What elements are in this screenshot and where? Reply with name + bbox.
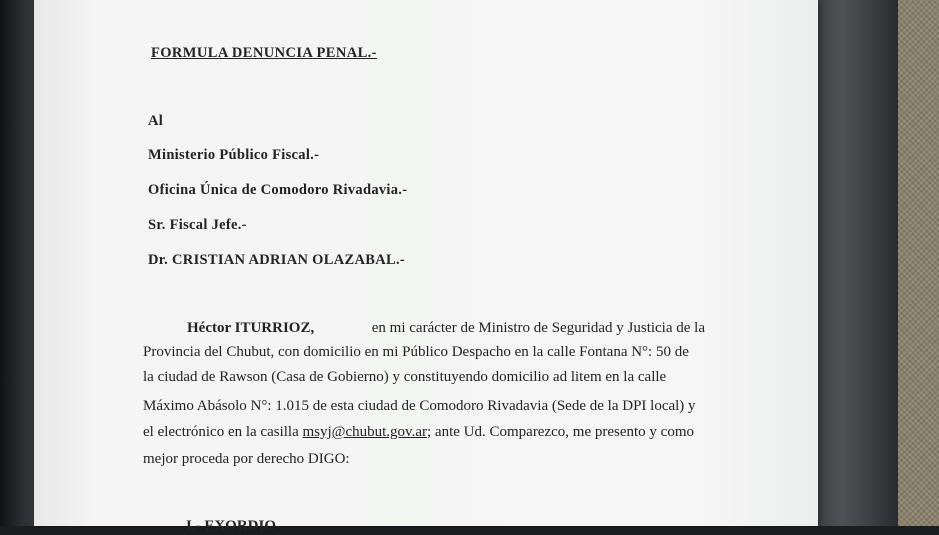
- body-line-5-pre: el electrónico en la casilla: [143, 424, 299, 440]
- body-line-1-text: en mi carácter de Ministro de Seguridad y Justicia de la: [371, 320, 705, 336]
- body-line-4-text: Máximo Abásolo N°: 1.015 de esta ciudad de Comodoro Rivadavia (Sede de la DPI local) y: [143, 398, 696, 414]
- body-line-3: [143, 369, 666, 386]
- body-line-5-post: ; ante Ud. Comparezco, me presento y como: [427, 424, 694, 440]
- tabletop-background: [895, 0, 939, 526]
- body-line-6-text: mejor proceda por derecho DIGO:: [143, 451, 350, 467]
- document-title: FORMULA DENUNCIA PENAL.-: [151, 45, 377, 61]
- next-section-heading: I.- EXORDIO: [186, 518, 277, 534]
- recipient-line-4: Sr. Fiscal Jefe.-: [148, 217, 247, 233]
- binder-cover-right: [812, 0, 898, 526]
- body-line-2: [143, 344, 705, 361]
- email-link[interactable]: msyj@chubut.gov.ar: [302, 424, 427, 440]
- recipient-line-3: Oficina Única de Comodoro Rivadavia.-: [148, 182, 408, 198]
- complainant-name: Héctor ITURRIOZ,: [187, 320, 315, 336]
- body-line-3-text: la ciudad de Rawson (Casa de Gobierno) y constituyendo domicilio ad litem en la calle: [143, 369, 667, 385]
- body-line-1: [187, 320, 705, 337]
- body-line-5: [143, 424, 694, 441]
- body-line-2-text: Provincia del Chubut, con domicilio en mi Público Despacho en la calle Fontana N°: 50 de: [143, 344, 689, 360]
- body-line-6: [143, 451, 350, 468]
- recipient-line-1: Al: [148, 113, 164, 129]
- recipient-line-2: Ministerio Público Fiscal.-: [148, 147, 320, 163]
- recipient-line-5: Dr. CRISTIAN ADRIAN OLAZABAL.-: [148, 252, 406, 268]
- body-line-4: [143, 398, 696, 415]
